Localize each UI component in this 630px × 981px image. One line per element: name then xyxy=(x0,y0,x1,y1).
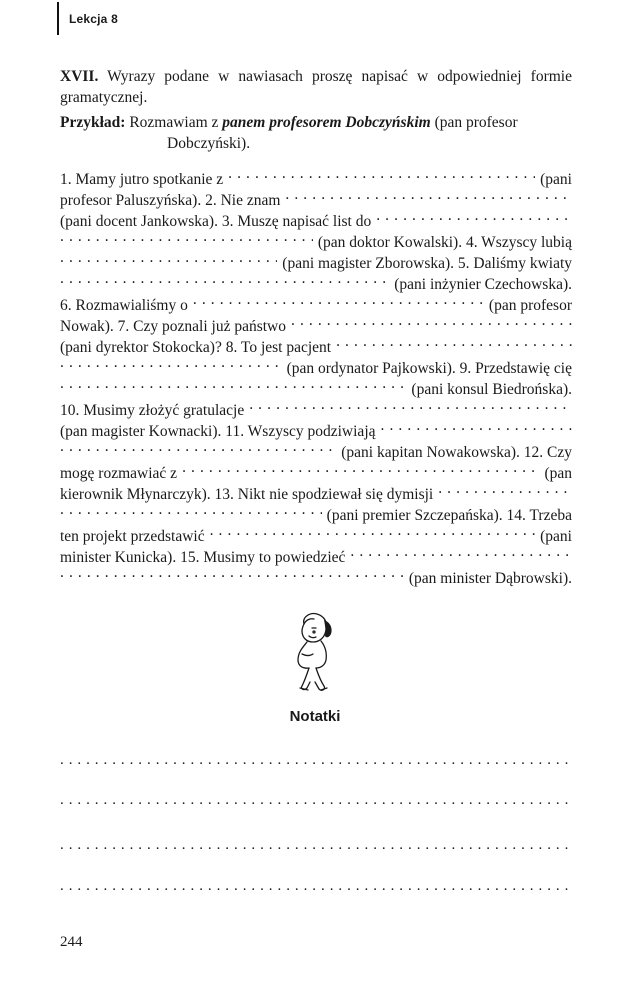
exercise-line xyxy=(60,520,572,545)
answer-blank xyxy=(228,163,535,184)
example-block xyxy=(60,112,572,154)
line-text: ten projekt przedstawić xyxy=(60,528,205,545)
line-hint: (pani xyxy=(540,528,572,545)
line-text: kierownik Młynarczyk). 13. Nikt nie spodziewał się dymisji xyxy=(60,486,434,503)
line-text: (pani docent Jankowska). 3. Muszę napisać list do xyxy=(60,213,372,230)
line-text: 6. Rozmawialiśmy o xyxy=(60,297,188,314)
line-text: profesor Paluszyńska). 2. Nie znam xyxy=(60,192,281,209)
exercise-instruction xyxy=(60,66,572,108)
notes-blank-line xyxy=(60,884,572,898)
line-hint: (pan ordynator Pajkowski). 9. Przedstawię cię xyxy=(286,360,572,377)
page-number: 244 xyxy=(60,934,83,950)
example-hint: (pan profesor xyxy=(434,114,518,131)
line-text: 10. Musimy złożyć gratulacje xyxy=(60,402,245,419)
answer-blank xyxy=(210,520,536,541)
answer-blank xyxy=(291,310,572,331)
exercise-line xyxy=(60,562,572,587)
notes-blank-line xyxy=(60,843,572,857)
exercise-lines xyxy=(60,163,572,587)
line-text: mogę rozmawiać z xyxy=(60,465,178,482)
answer-blank xyxy=(60,499,322,520)
line-hint: (pan minister Dąbrowski). xyxy=(408,570,572,587)
example-hint-continued: Dobczyński). xyxy=(167,135,251,152)
line-hint: (pani kapitan Nowakowska). 12. Czy xyxy=(341,444,572,461)
answer-blank xyxy=(60,268,389,289)
notes-blank-line xyxy=(60,758,572,772)
answer-blank xyxy=(60,562,404,583)
exercise-line xyxy=(60,163,572,188)
line-hint: (pani xyxy=(540,171,572,188)
answer-blank xyxy=(193,289,484,310)
answer-blank xyxy=(376,205,572,226)
line-text: Nowak). 7. Czy poznali już państwo xyxy=(60,318,286,335)
line-hint: (pani konsul Biedrońska). xyxy=(411,381,572,398)
example-text: Rozmawiam z xyxy=(129,114,219,131)
exercise-line xyxy=(60,394,572,419)
answer-blank xyxy=(60,226,313,247)
answer-blank xyxy=(60,373,406,394)
header-divider xyxy=(57,2,59,35)
answer-blank xyxy=(285,184,572,205)
answer-blank xyxy=(182,457,539,478)
line-hint: (pani premier Szczepańska). 14. Trzeba xyxy=(326,507,572,524)
line-hint: (pan xyxy=(544,465,572,482)
answer-blank xyxy=(438,478,572,499)
notes-blank-line xyxy=(60,798,572,812)
notes-title: Notatki xyxy=(289,708,341,725)
answer-blank xyxy=(60,436,336,457)
line-hint: (pani magister Zborowska). 5. Daliśmy kwiaty xyxy=(282,255,572,272)
line-hint: (pani inżynier Czechowska). xyxy=(394,276,572,293)
line-text: (pani dyrektor Stokocka)? 8. To jest pacjent xyxy=(60,339,332,356)
answer-blank xyxy=(60,247,277,268)
line-hint: (pan doktor Kowalski). 4. Wszyscy lubią xyxy=(317,234,572,251)
line-hint: (pan profesor xyxy=(488,297,572,314)
line-text: minister Kunicka). 15. Musimy to powiedzieć xyxy=(60,549,346,566)
exercise-line xyxy=(60,457,572,482)
line-text: 1. Mamy jutro spotkanie z xyxy=(60,171,224,188)
exercise-number: XVII. xyxy=(60,68,99,85)
answer-blank xyxy=(249,394,572,415)
cartoon-figure-illustration xyxy=(280,608,350,700)
exercise-line xyxy=(60,436,572,461)
answer-blank xyxy=(350,541,572,562)
answer-blank xyxy=(60,352,282,373)
lesson-label: Lekcja 8 xyxy=(69,12,118,26)
line-text: (pan magister Kownacki). 11. Wszyscy podziwiają xyxy=(60,423,376,440)
answer-blank xyxy=(381,415,572,436)
instruction-text: Wyrazy podane w nawiasach proszę napisać w odpowiedniej formie gramatycznej. xyxy=(60,68,572,106)
example-answer: panem profesorem Dobczyńskim xyxy=(222,114,431,131)
exercise-line xyxy=(60,499,572,524)
example-label: Przykład: xyxy=(60,114,126,131)
answer-blank xyxy=(336,331,572,352)
